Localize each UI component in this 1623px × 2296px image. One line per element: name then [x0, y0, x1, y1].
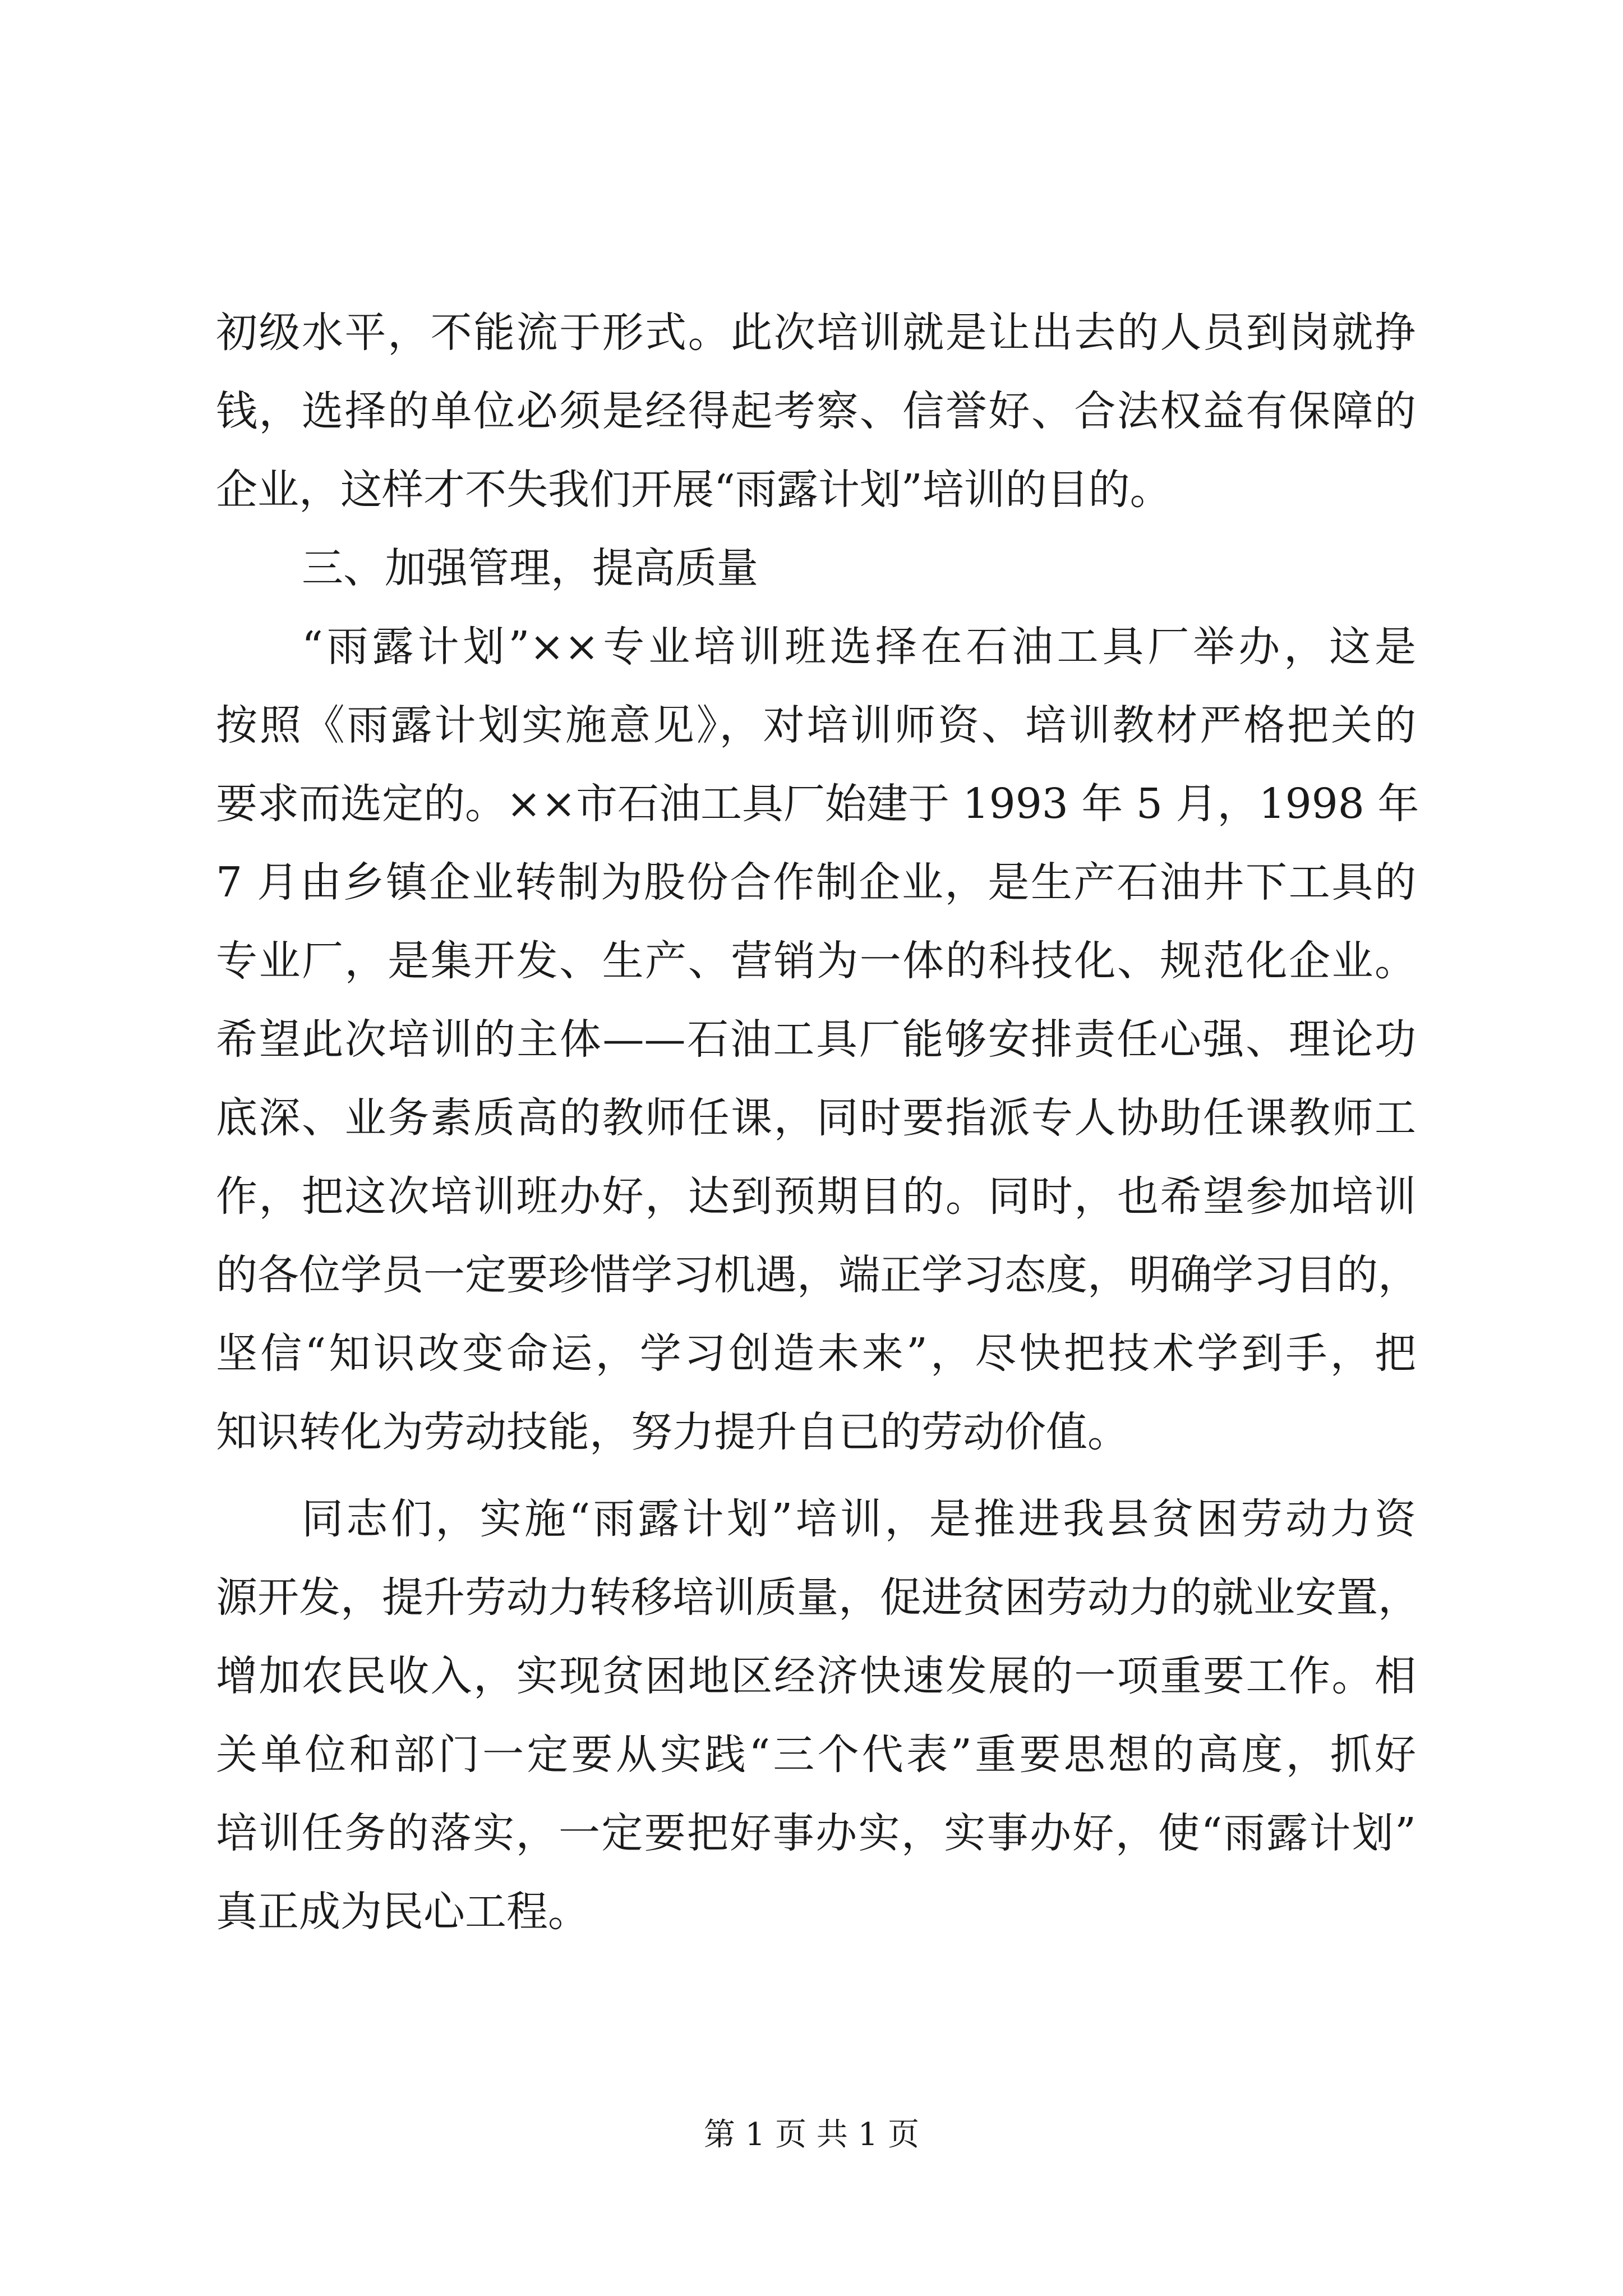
body-text-line: 同志们，实施“雨露计划”培训，是推进我县贫困劳动力资: [302, 1495, 1416, 1543]
body-text-line: 作，把这次培训班办好，达到预期目的。同时，也希望参加培训: [216, 1172, 1416, 1221]
body-text-line: 底深、业务素质高的教师任课，同时要指派专人协助任课教师工: [216, 1094, 1416, 1142]
body-text-line: “雨露计划”××专业培训班选择在石油工具厂举办，这是: [302, 623, 1416, 671]
section-heading: 三、加强管理，提高质量: [302, 544, 758, 592]
body-text-line: 知识转化为劳动技能，努力提升自已的劳动价值。: [216, 1408, 1129, 1456]
page-number-footer: 第 1 页 共 1 页: [703, 2116, 920, 2153]
body-text-line: 7 月由乡镇企业转制为股份合作制企业，是生产石油井下工具的: [216, 858, 1416, 907]
body-text-line: 企业，这样才不失我们开展“雨露计划”培训的目的。: [216, 466, 1172, 514]
body-text-line: 钱，选择的单位必须是经得起考察、信誉好、合法权益有保障的: [216, 387, 1416, 435]
body-text-line: 源开发，提升劳动力转移培训质量，促进贫困劳动力的就业安置，: [216, 1573, 1419, 1622]
body-text-line: 增加农民收入，实现贫困地区经济快速发展的一项重要工作。相: [216, 1652, 1416, 1700]
body-text-line: 按照《雨露计划实施意见》，对培训师资、培训教材严格把关的: [216, 701, 1416, 749]
body-text-line: 坚信“知识改变命运，学习创造未来”，尽快把技术学到手，把: [216, 1329, 1416, 1378]
body-text-line: 真正成为民心工程。: [216, 1888, 589, 1936]
body-text-line: 希望此次培训的主体——石油工具厂能够安排责任心强、理论功: [216, 1015, 1416, 1064]
body-text-line: 的各位学员一定要珍惜学习机遇，端正学习态度，明确学习目的，: [216, 1251, 1419, 1299]
body-text-line: 专业厂，是集开发、生产、营销为一体的科技化、规范化企业。: [216, 937, 1416, 985]
body-text-line: 要求而选定的。××市石油工具厂始建于 1993 年 5 月，1998 年: [216, 780, 1419, 828]
body-text-line: 关单位和部门一定要从实践“三个代表”重要思想的高度，抓好: [216, 1731, 1416, 1779]
body-text-line: 初级水平，不能流于形式。此次培训就是让出去的人员到岗就挣: [216, 309, 1416, 357]
body-text-line: 培训任务的落实，一定要把好事办实，实事办好，使“雨露计划”: [216, 1809, 1416, 1857]
